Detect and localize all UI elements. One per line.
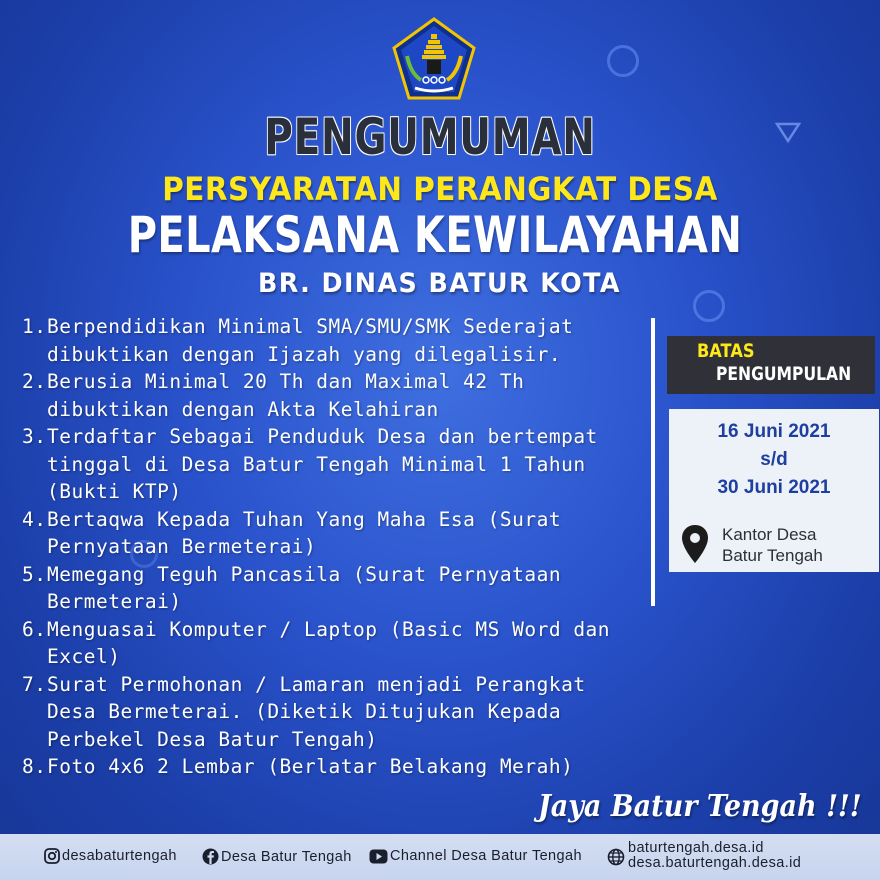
website-link[interactable]: desa.baturtengah.desa.id (628, 855, 802, 871)
item-number: 1. (22, 315, 47, 338)
footer-websites[interactable] (628, 841, 801, 871)
footer-instagram[interactable] (44, 848, 177, 864)
deadline-label-line1: BATAS (697, 340, 755, 362)
deadline-start-date: 16 Juni 2021 (717, 421, 831, 442)
item-number: 4. (22, 507, 47, 531)
map-pin-icon (681, 524, 709, 564)
item-number: 7. (22, 672, 47, 696)
item-number: 3. (22, 425, 47, 448)
item-text: Berusia Minimal 20 Th dan Maximal 42 Th dibuktikan dengan Akta Kelahiran (47, 370, 525, 421)
decorative-circle (693, 290, 725, 322)
list-item (22, 671, 642, 754)
item-text: Bertaqwa Kepada Tuhan Yang Maha Esa (Surat Pernyataan Bermeterai) (47, 507, 562, 558)
list-item (22, 423, 642, 506)
deadline-label-line2: PENGUMPULAN (716, 363, 852, 385)
list-item (22, 616, 642, 671)
item-number: 6. (22, 617, 47, 641)
deadline-separator: s/d (760, 449, 788, 470)
list-item (22, 368, 642, 423)
item-text: Memegang Teguh Pancasila (Surat Pernyataan Bermeterai) (47, 562, 562, 613)
instagram-icon (44, 848, 60, 864)
requirements-list (22, 313, 642, 781)
list-item (22, 753, 642, 781)
facebook-page: Desa Batur Tengah (221, 848, 352, 865)
list-item (22, 506, 642, 561)
regency-emblem-logo (391, 16, 477, 102)
item-number: 8. (22, 755, 47, 778)
footer-facebook[interactable] (202, 848, 352, 865)
facebook-icon (202, 848, 219, 865)
item-text: Terdaftar Sebagai Penduduk Desa dan bertempat tinggal di Desa Batur Tengah Minimal 1 Tahun (Bukti KTP) (47, 425, 598, 503)
youtube-icon (369, 849, 388, 864)
vertical-divider (651, 318, 655, 606)
deadline-end-date: 30 Juni 2021 (717, 477, 831, 498)
slogan: Jaya Batur Tengah !!! (538, 789, 862, 824)
youtube-channel: Channel Desa Batur Tengah (390, 848, 582, 864)
decorative-circle (607, 45, 639, 77)
website-link[interactable]: baturtengah.desa.id (628, 840, 764, 856)
location-line2: Batur Tengah (722, 546, 823, 565)
footer-youtube[interactable] (369, 848, 582, 864)
subtitle-banjar: BR. DINAS BATUR KOTA (258, 268, 621, 299)
item-number: 2. (22, 370, 47, 393)
page-title: PENGUMUMAN (264, 108, 596, 166)
decorative-triangle (775, 122, 801, 144)
instagram-handle: desabaturtengah (62, 848, 177, 864)
item-text: Berpendidikan Minimal SMA/SMU/SMK Sederajat dibuktikan dengan Ijazah yang dilegalisir. (47, 315, 574, 366)
globe-icon (607, 848, 625, 866)
subtitle-position: PELAKSANA KEWILAYAHAN (127, 206, 743, 264)
item-text: Surat Permohonan / Lamaran menjadi Perangkat Desa Bermeterai. (Diketik Ditujukan Kepada Perbekel Desa Batur Tengah) (47, 672, 586, 751)
subtitle-requirements: PERSYARATAN PERANGKAT DESA (162, 170, 718, 208)
item-text: Menguasai Komputer / Laptop (Basic MS Word dan Excel) (47, 617, 611, 668)
list-item (22, 313, 642, 368)
location-line1: Kantor Desa (722, 525, 817, 544)
item-number: 5. (22, 562, 47, 586)
list-item (22, 561, 642, 616)
item-text: Foto 4x6 2 Lembar (Berlatar Belakang Merah) (47, 755, 574, 778)
